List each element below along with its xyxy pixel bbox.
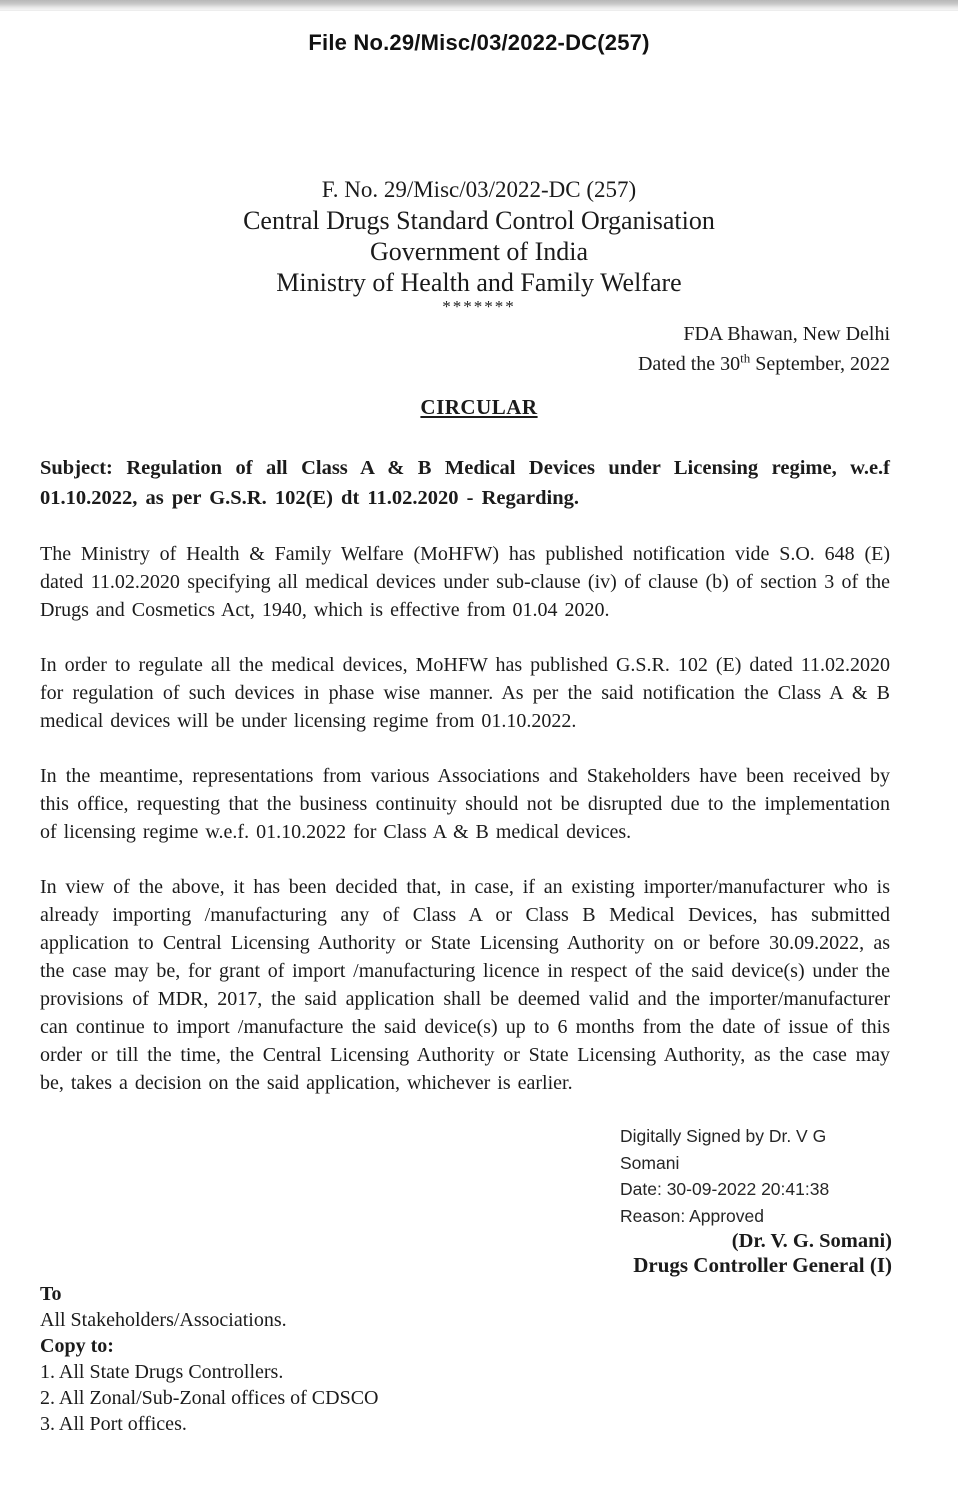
to-value: All Stakeholders/Associations. [40, 1309, 287, 1331]
signature-block [620, 1123, 892, 1278]
scan-top-edge [0, 0, 958, 11]
dateline-date-ordinal: th [740, 350, 751, 366]
signatory-name: (Dr. V. G. Somani) [731, 1230, 892, 1252]
document-body [40, 453, 890, 1097]
circular-title [0, 395, 958, 420]
to-label: To [40, 1283, 62, 1305]
letterhead-file-number: F. No. 29/Misc/03/2022-DC (257) [321, 177, 637, 202]
copy-to-label: Copy to: [40, 1335, 114, 1357]
file-number-header: File No.29/Misc/03/2022-DC(257) [308, 30, 650, 55]
letterhead-organisation: Central Drugs Standard Control Organisation [243, 206, 715, 235]
letterhead-ministry: Ministry of Health and Family Welfare [276, 268, 682, 297]
digital-signature-date: Date: 30-09-2022 20:41:38 [620, 1179, 830, 1199]
dateline-date-prefix: Dated the 30 [637, 353, 741, 375]
paragraph-decision: In view of the above, it has been decided that, in case, if an existing importer/manufacturer who is already importing /manufacturing any of Class A or Class B Medical Devices, has submitted application to Central Licensing Authority or State Licensing Authority on or before 30.09.2022, as the case may be, for grant of import /manufacturing licence in respect of the said device(s) under the provisions of MDR, 2017, the said application shall be deemed valid and the importer/manufacturer can continue to import /manufacture the said device(s) up to 6 months from the date of issue of this order or till the time, the Central Licensing Authority or State Licensing Authority, as the case may be, takes a decision on the said application, whichever is earlier. [40, 876, 890, 1094]
letterhead [0, 174, 958, 316]
paragraph-regulation: In order to regulate all the medical devices, MoHFW has published G.S.R. 102 (E) dated 11.02.2020 for regulation of such devices in phase wise manner. As per the said notification the Class A & B medical devices will be under licensing regime from 01.10.2022. [40, 654, 890, 732]
copy-item-state-drugs-controllers: 1. All State Drugs Controllers. [40, 1361, 284, 1383]
distribution-list [40, 1281, 918, 1437]
digital-signature-line-2: Somani [620, 1152, 680, 1173]
letterhead-asterisk-separator: ******* [442, 297, 516, 316]
digital-signature-reason: Reason: Approved [620, 1205, 764, 1226]
copy-item-port-offices: 3. All Port offices. [40, 1413, 187, 1435]
paragraph-representations: In the meantime, representations from various Associations and Stakeholders have been received by this office, requesting that the business continuity should not be disrupted due to the implementation of licensing regime w.e.f. 01.10.2022 for Class A & B medical devices. [40, 765, 890, 843]
subject-line: Subject: Regulation of all Class A & B Medical Devices under Licensing regime, w.e.f 01.10.2022, as per G.S.R. 102(E) dt 11.02.2020 - Regarding. [40, 457, 890, 509]
signatory-designation: Drugs Controller General (I) [633, 1253, 892, 1277]
dateline [0, 319, 890, 379]
letterhead-government: Government of India [369, 237, 589, 266]
digital-signature-line-1: Digitally Signed by Dr. V G [620, 1126, 827, 1146]
dateline-date-suffix: September, 2022 [750, 353, 890, 375]
paragraph-notification: The Ministry of Health & Family Welfare (MoHFW) has published notification vide S.O. 648 (E) dated 11.02.2020 specifying all medical devices under sub-clause (iv) of clause (b) of section 3 of the Drugs and Cosmetics Act, 1940, which is effective from 01.04 2020. [40, 543, 890, 621]
copy-item-zonal-offices: 2. All Zonal/Sub-Zonal offices of CDSCO [40, 1387, 379, 1409]
dateline-date [0, 349, 890, 379]
dateline-place: FDA Bhawan, New Delhi [683, 323, 890, 345]
circular-title-text: CIRCULAR [420, 395, 538, 419]
